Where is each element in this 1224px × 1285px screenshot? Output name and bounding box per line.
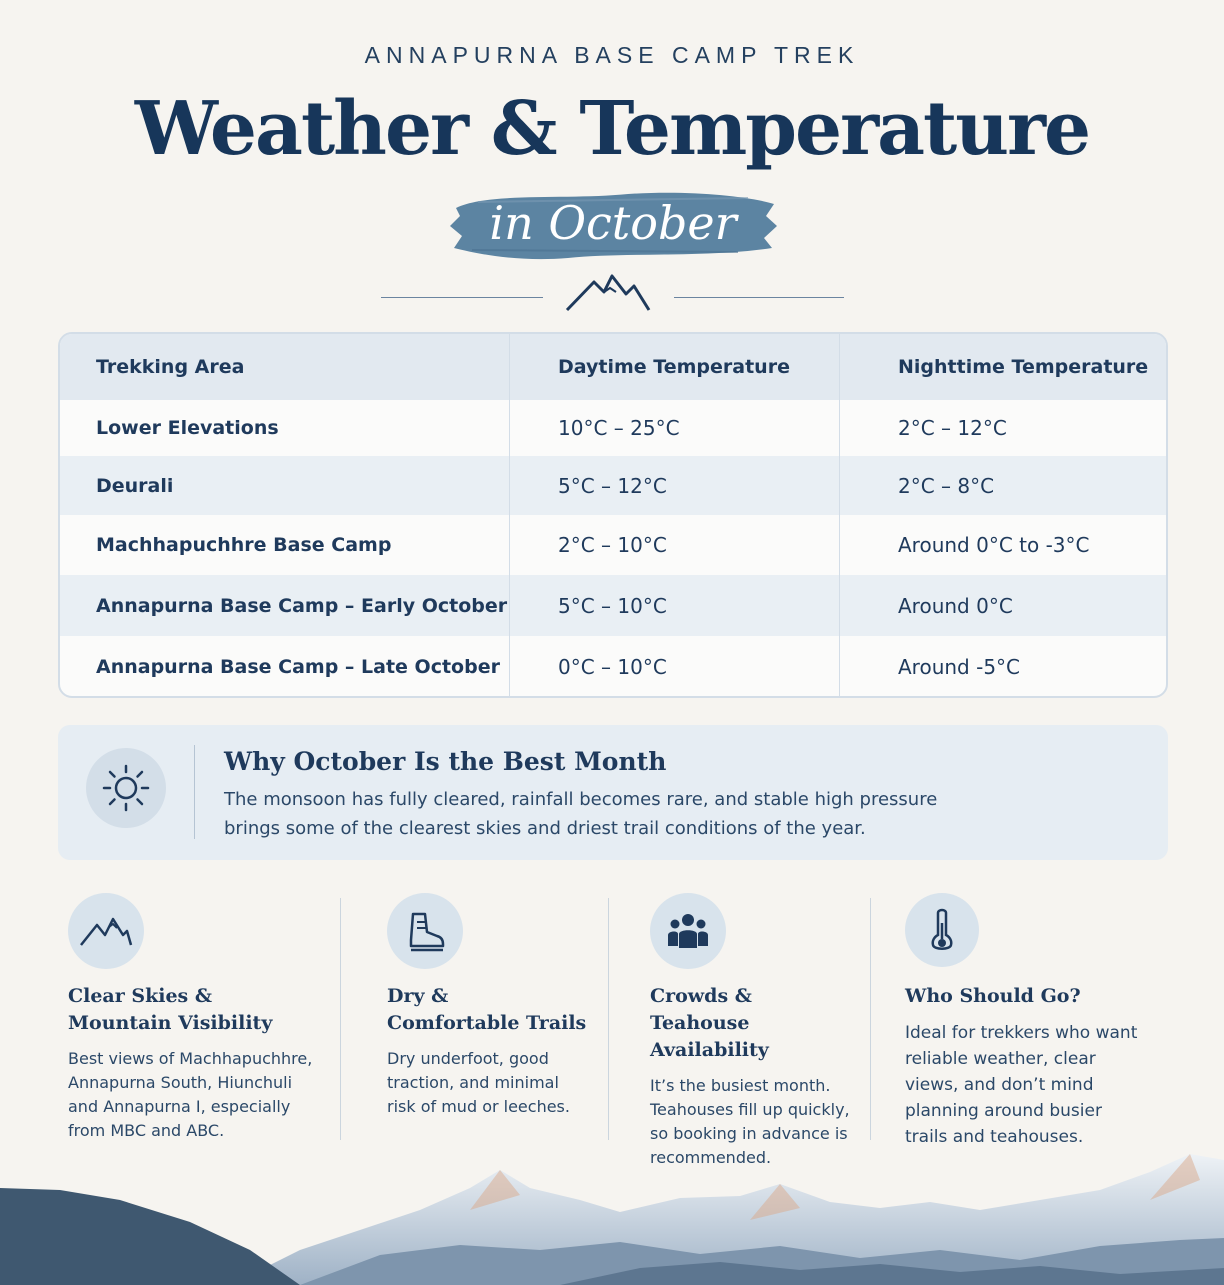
table-header-row xyxy=(60,334,1168,400)
callout-text: The monsoon has fully cleared, rainfall becomes rare, and stable high pressure brings some of the clearest skies and driest trail conditions of the year. xyxy=(224,789,938,839)
cell-area: Annapurna Base Camp – Late October xyxy=(96,656,500,678)
boot-icon xyxy=(387,893,463,969)
column-header-night: Nighttime Temperature xyxy=(898,356,1149,378)
column-divider xyxy=(839,334,840,698)
page-eyebrow: ANNAPURNA BASE CAMP TREK xyxy=(364,42,860,68)
cell-night: Around -5°C xyxy=(898,655,1021,679)
cell-night: Around 0°C to -3°C xyxy=(898,533,1090,557)
cell-area: Lower Elevations xyxy=(96,417,279,439)
temperature-table xyxy=(58,332,1168,698)
column-header-day: Daytime Temperature xyxy=(558,356,790,378)
table-row xyxy=(60,515,1168,575)
thermometer-icon xyxy=(905,893,979,967)
callout-title: Why October Is the Best Month xyxy=(224,747,667,776)
feature-clear-skies xyxy=(68,893,318,1143)
feature-dry-trails xyxy=(387,893,587,1119)
cell-area: Machhapuchhre Base Camp xyxy=(96,534,392,556)
cell-day: 0°C – 10°C xyxy=(558,655,667,679)
feature-title: Who Should Go? xyxy=(905,985,1081,1007)
mountain-icon xyxy=(68,893,144,969)
sun-icon xyxy=(86,748,166,828)
feature-text: Best views of Machhapuchhre, Annapurna South, Hiunchuli and Annapurna I, especially from MBC and ABC. xyxy=(68,1049,313,1140)
divider-left xyxy=(381,297,543,298)
people-icon xyxy=(650,893,726,969)
table-row xyxy=(60,456,1168,515)
cell-day: 5°C – 10°C xyxy=(558,593,667,618)
cell-day: 5°C – 12°C xyxy=(558,473,667,498)
feature-title: Dry & Comfortable Trails xyxy=(387,985,587,1034)
table-row xyxy=(60,400,1168,456)
cell-night: 2°C – 8°C xyxy=(898,473,995,498)
mountain-peak-icon xyxy=(564,270,652,312)
table-row xyxy=(60,575,1168,636)
page-subtitle: in October xyxy=(489,196,737,250)
cell-night: 2°C – 12°C xyxy=(898,416,1007,440)
cell-day: 10°C – 25°C xyxy=(558,416,680,440)
cell-day: 2°C – 10°C xyxy=(558,533,667,557)
why-october-callout xyxy=(58,725,1168,860)
feature-title: Clear Skies & Mountain Visibility xyxy=(68,985,273,1034)
table-row xyxy=(60,636,1168,698)
feature-title: Crowds & Teahouse Availability xyxy=(650,985,769,1061)
feature-crowds xyxy=(650,893,850,1170)
cell-area: Annapurna Base Camp – Early October xyxy=(96,594,508,617)
page-title: Weather & Temperature xyxy=(134,86,1090,172)
cell-night: Around 0°C xyxy=(898,593,1013,618)
feature-text: It’s the busiest month. Teahouses fill up quickly, so booking in advance is recommended. xyxy=(650,1076,850,1167)
feature-divider xyxy=(870,898,871,1140)
column-divider xyxy=(509,334,510,698)
feature-divider xyxy=(340,898,341,1140)
callout-divider xyxy=(194,745,195,839)
feature-divider xyxy=(608,898,609,1140)
feature-text: Ideal for trekkers who want reliable weather, clear views, and don’t mind planning around busier trails and teahouses. xyxy=(905,1023,1138,1147)
divider-right xyxy=(674,297,844,298)
mountain-range-illustration xyxy=(0,1150,1224,1285)
cell-area: Deurali xyxy=(96,474,174,497)
feature-who-should-go xyxy=(905,893,1145,1150)
column-header-area: Trekking Area xyxy=(96,356,245,378)
feature-text: Dry underfoot, good traction, and minimal risk of mud or leeches. xyxy=(387,1049,570,1116)
